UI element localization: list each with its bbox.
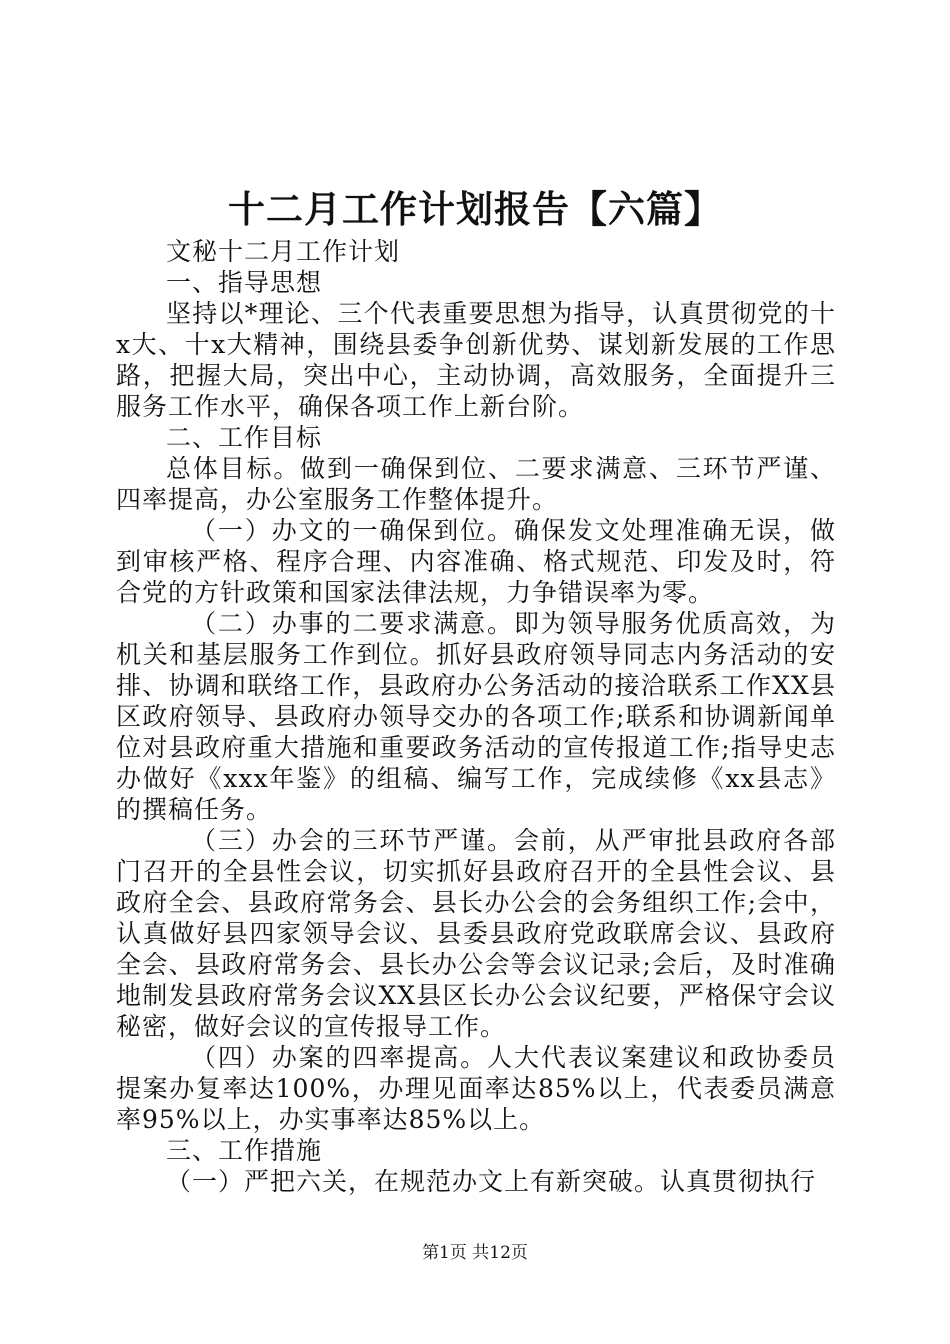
- paragraph: 三、工作措施: [166, 1136, 323, 1165]
- document-title: 十二月工作计划报告【六篇】: [228, 187, 722, 231]
- document-body: [116, 236, 836, 1197]
- paragraph: 总体目标。做到一确保到位、二要求满意、三环节严谨、四率提高，办公室服务工作整体提升。: [116, 454, 836, 514]
- paragraph: （一）严把六关，在规范办文上有新突破。认真贯彻执行: [166, 1167, 817, 1196]
- paragraph: 文秘十二月工作计划: [166, 237, 401, 266]
- paragraph: 二、工作目标: [166, 423, 323, 452]
- paragraph: （二）办事的二要求满意。即为领导服务优质高效，为机关和基层服务工作到位。抓好县政府领导同志内务活动的安排、协调和联络工作，县政府办公务活动的接洽联系工作XX县区政府领导、县政府办领导交办的各项工作;联系和协调新闻单位对县政府重大措施和重要政务活动的宣传报道工作;指导史志办做好《xxx年鉴》的组稿、编写工作，完成续修《xx县志》的撰稿任务。: [116, 609, 836, 824]
- paragraph: （一）办文的一确保到位。确保发文处理准确无误，做到审核严格、程序合理、内容准确、格式规范、印发及时，符合党的方针政策和国家法律法规，力争错误率为零。: [116, 516, 836, 607]
- paragraph: （四）办案的四率提高。人大代表议案建议和政协委员提案办复率达100%，办理见面率达85%以上，代表委员满意率95%以上，办实事率达85%以上。: [116, 1043, 836, 1134]
- paragraph: 坚持以*理论、三个代表重要思想为指导，认真贯彻党的十x大、十x大精神，围绕县委争创新优势、谋划新发展的工作思路，把握大局，突出中心，主动协调，高效服务，全面提升三服务工作水平，确保各项工作上新台阶。: [116, 299, 836, 421]
- page-number: 第1页 共12页: [422, 1243, 528, 1263]
- paragraph: （三）办会的三环节严谨。会前，从严审批县政府各部门召开的全县性会议，切实抓好县政府召开的全县性会议、县政府全会、县政府常务会、县长办公会的会务组织工作;会中，认真做好县四家领导会议、县委县政府党政联席会议、县政府全会、县政府常务会、县长办公会等会议记录;会后，及时准确地制发县政府常务会议XX县区长办公会议纪要，严格保守会议秘密，做好会议的宣传报导工作。: [116, 826, 836, 1041]
- paragraph: 一、指导思想: [166, 268, 323, 297]
